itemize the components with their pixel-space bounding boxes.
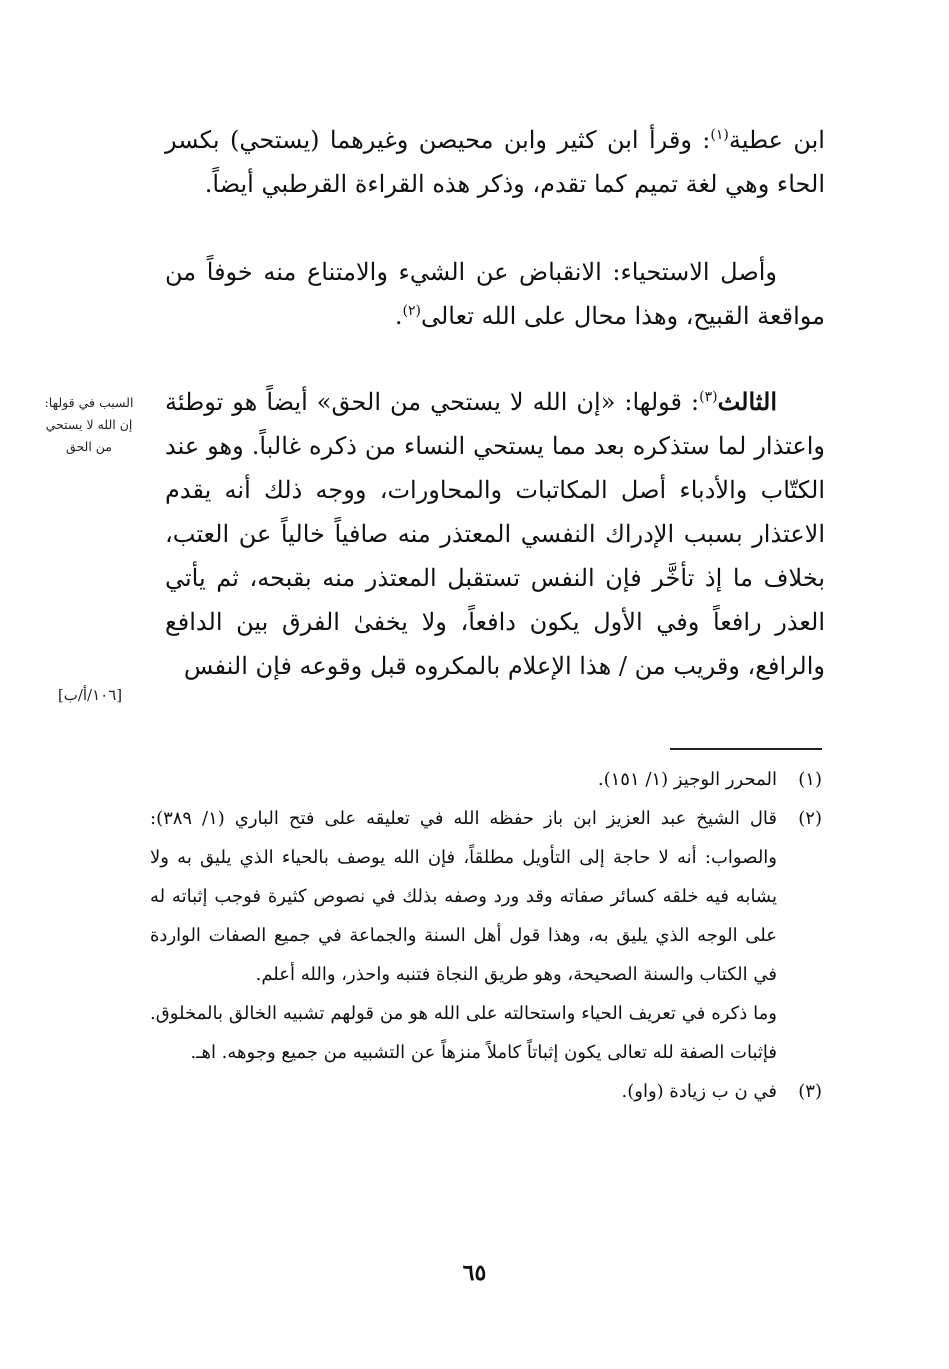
paragraph-2 [165,250,825,338]
footnote-2 [150,799,822,1072]
footnote-number: (٣) [798,1081,822,1102]
footnote-text: وما ذكره في تعريف الحياء واستحالته على الله هو من قولهم تشبيه الخالق بالمخلوق. فإثبات الصفة لله تعالى يكون إثباتاً كاملاً منزهاً عن التشبيه من جميع وجوهه. اهـ. [150,1003,777,1063]
paragraph-1-start: ابن عطية [728,126,825,154]
footnotes [150,760,822,1111]
footnote-ref-1[interactable]: (١) [710,127,729,143]
manuscript-folio-ref: [١٠٦/أ/ب] [57,686,123,704]
footnote-3 [150,1072,822,1111]
footnote-text: قال الشيخ عبد العزيز ابن باز حفظه الله في تعليقه على فتح الباري (١/ ٣٨٩): والصواب: أنه لا حاجة إلى التأويل مطلقاً، فإن الله يوصف بالحياء الذي يليق به ولا يشابه فيه خلقه كسائر صفاته وقد ورد وصفه بذلك في نصوص كثيرة فوجب إثباته له على الوجه الذي يليق به، وهذا قول أهل السنة والجماعة في جميع الصفات الواردة في الكتاب والسنة الصحيحة، وهو طريق النجاة فتنبه واحذر، والله أعلم. [150,808,777,985]
footnote-text: المحرر الوجيز (١/ ١٥١). [597,769,777,790]
paragraph-1-text: : وقرأ ابن كثير وابن محيصن وغيرهما (يستحي) بكسر الحاء وهي لغة تميم كما تقدم، وذكر هذه القراءة القرطبي أيضاً. [165,126,825,198]
footnote-ref-3[interactable]: (٣) [699,389,718,405]
paragraph-3-text: : قولها: «إن الله لا يستحي من الحق» أيضاً هو توطئة واعتذار لما ستذكره بعد مما يستحي النساء من ذكره غالباً. وهو عند الكتّاب والأدباء أصل المكاتبات والمحاورات، ووجه ذلك أنه يقدم الاعتذار بسبب الإدراك النفسي المعتذر منه صافياً خالياً عن العتب، بخلاف ما إذ تأخَّر فإن النفس تستقبل المعتذر منه بقبحه، ثم يأتي العذر رافعاً وفي الأول يكون دافعاً، ولا يخفىٰ الفرق بين الدافع والرافع، وقريب من / [165,388,826,680]
paragraph-2-end: . [394,302,403,330]
footnote-text: في ن ب زيادة (واو). [621,1081,777,1102]
section-heading-third: الثالث [717,387,777,416]
margin-note: السبب في قولها: إن الله لا يستحي من الحق [44,395,134,454]
footnote-separator [670,748,822,750]
paragraph-3-text-end: هذا الإعلام بالمكروه قبل وقوعه فإن النفس [183,652,612,680]
paragraph-2-text: وأصل الاستحياء: الانقباض عن الشيء والامتناع منه خوفاً من مواقعة القبيح، وهذا محال على الله تعالى [165,258,825,330]
paragraph-1 [165,118,825,206]
page-number: ٦٥ [462,1260,487,1286]
footnote-1 [150,760,822,799]
footnote-number: (٢) [798,808,822,829]
paragraph-3 [165,380,825,688]
footnote-ref-2[interactable]: (٢) [402,303,421,319]
footnote-number: (١) [798,769,822,790]
